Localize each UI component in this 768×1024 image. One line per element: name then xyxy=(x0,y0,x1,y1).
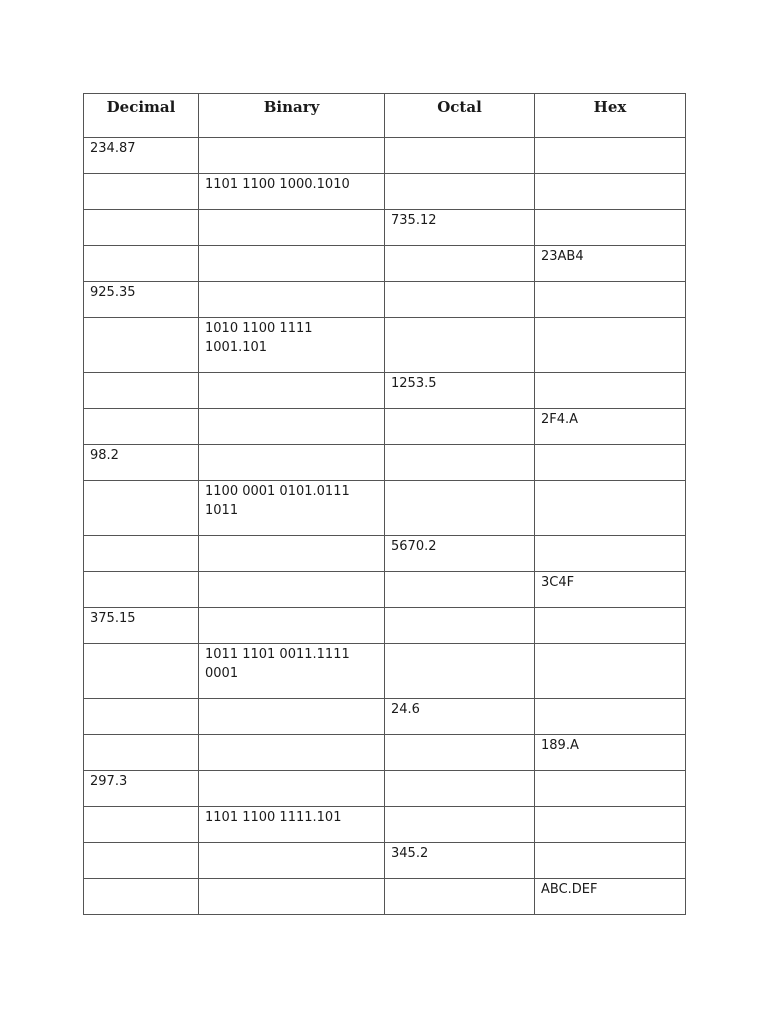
table-row xyxy=(84,771,686,807)
binary-cell xyxy=(199,572,385,608)
table-row xyxy=(84,572,686,608)
octal-cell: 735.12 xyxy=(385,210,535,246)
octal-cell xyxy=(385,608,535,644)
decimal-cell xyxy=(84,572,199,608)
table-row xyxy=(84,608,686,644)
decimal-cell xyxy=(84,409,199,445)
decimal-cell: 375.15 xyxy=(84,608,199,644)
table-row xyxy=(84,138,686,174)
hex-cell xyxy=(535,373,686,409)
hex-cell: 2F4.A xyxy=(535,409,686,445)
octal-cell xyxy=(385,735,535,771)
table-row xyxy=(84,246,686,282)
table-row xyxy=(84,210,686,246)
header-octal: Octal xyxy=(385,94,535,138)
binary-cell xyxy=(199,699,385,735)
decimal-cell xyxy=(84,699,199,735)
table-row xyxy=(84,174,686,210)
hex-cell xyxy=(535,843,686,879)
hex-cell: 23AB4 xyxy=(535,246,686,282)
hex-cell xyxy=(535,481,686,536)
binary-cell xyxy=(199,210,385,246)
decimal-cell xyxy=(84,644,199,699)
octal-cell xyxy=(385,481,535,536)
decimal-cell xyxy=(84,481,199,536)
octal-cell xyxy=(385,771,535,807)
table-row xyxy=(84,373,686,409)
binary-cell: 1101 1100 1000.1010 xyxy=(199,174,385,210)
decimal-cell xyxy=(84,318,199,373)
decimal-cell xyxy=(84,174,199,210)
hex-cell xyxy=(535,608,686,644)
table-row xyxy=(84,644,686,699)
decimal-cell xyxy=(84,246,199,282)
table-row xyxy=(84,318,686,373)
decimal-cell xyxy=(84,879,199,915)
binary-cell: 1100 0001 0101.0111 1011 xyxy=(199,481,385,536)
binary-cell: 1010 1100 1111 1001.101 xyxy=(199,318,385,373)
binary-cell: 1011 1101 0011.1111 0001 xyxy=(199,644,385,699)
binary-cell xyxy=(199,246,385,282)
header-binary: Binary xyxy=(199,94,385,138)
octal-cell xyxy=(385,174,535,210)
conversion-worksheet xyxy=(83,93,686,915)
octal-cell xyxy=(385,572,535,608)
hex-cell xyxy=(535,318,686,373)
table-row xyxy=(84,735,686,771)
hex-cell xyxy=(535,445,686,481)
binary-cell: 1101 1100 1111.101 xyxy=(199,807,385,843)
octal-cell: 1253.5 xyxy=(385,373,535,409)
decimal-cell: 234.87 xyxy=(84,138,199,174)
octal-cell xyxy=(385,644,535,699)
decimal-cell xyxy=(84,536,199,572)
hex-cell xyxy=(535,536,686,572)
octal-cell xyxy=(385,246,535,282)
table-row xyxy=(84,879,686,915)
octal-cell xyxy=(385,445,535,481)
octal-cell xyxy=(385,409,535,445)
table-row xyxy=(84,282,686,318)
binary-cell xyxy=(199,771,385,807)
octal-cell xyxy=(385,807,535,843)
binary-cell xyxy=(199,373,385,409)
decimal-cell xyxy=(84,373,199,409)
octal-cell: 24.6 xyxy=(385,699,535,735)
table-row xyxy=(84,699,686,735)
decimal-cell: 297.3 xyxy=(84,771,199,807)
hex-cell: ABC.DEF xyxy=(535,879,686,915)
table-row xyxy=(84,481,686,536)
decimal-cell xyxy=(84,807,199,843)
binary-cell xyxy=(199,445,385,481)
table-row xyxy=(84,409,686,445)
hex-cell xyxy=(535,174,686,210)
hex-cell xyxy=(535,282,686,318)
octal-cell xyxy=(385,318,535,373)
hex-cell xyxy=(535,138,686,174)
octal-cell: 5670.2 xyxy=(385,536,535,572)
binary-cell xyxy=(199,843,385,879)
binary-cell xyxy=(199,282,385,318)
binary-cell xyxy=(199,536,385,572)
header-hex: Hex xyxy=(535,94,686,138)
hex-cell xyxy=(535,699,686,735)
table-row xyxy=(84,807,686,843)
hex-cell xyxy=(535,210,686,246)
hex-cell xyxy=(535,644,686,699)
binary-cell xyxy=(199,608,385,644)
binary-cell xyxy=(199,409,385,445)
binary-cell xyxy=(199,735,385,771)
decimal-cell xyxy=(84,843,199,879)
binary-cell xyxy=(199,138,385,174)
header-decimal: Decimal xyxy=(84,94,199,138)
hex-cell xyxy=(535,807,686,843)
table-row xyxy=(84,445,686,481)
octal-cell xyxy=(385,138,535,174)
decimal-cell xyxy=(84,735,199,771)
table-row xyxy=(84,536,686,572)
octal-cell xyxy=(385,282,535,318)
decimal-cell: 925.35 xyxy=(84,282,199,318)
octal-cell: 345.2 xyxy=(385,843,535,879)
decimal-cell: 98.2 xyxy=(84,445,199,481)
hex-cell xyxy=(535,771,686,807)
hex-cell: 3C4F xyxy=(535,572,686,608)
binary-cell xyxy=(199,879,385,915)
table-row xyxy=(84,843,686,879)
octal-cell xyxy=(385,879,535,915)
number-conversion-table xyxy=(83,93,686,915)
hex-cell: 189.A xyxy=(535,735,686,771)
decimal-cell xyxy=(84,210,199,246)
header-row xyxy=(84,94,686,138)
